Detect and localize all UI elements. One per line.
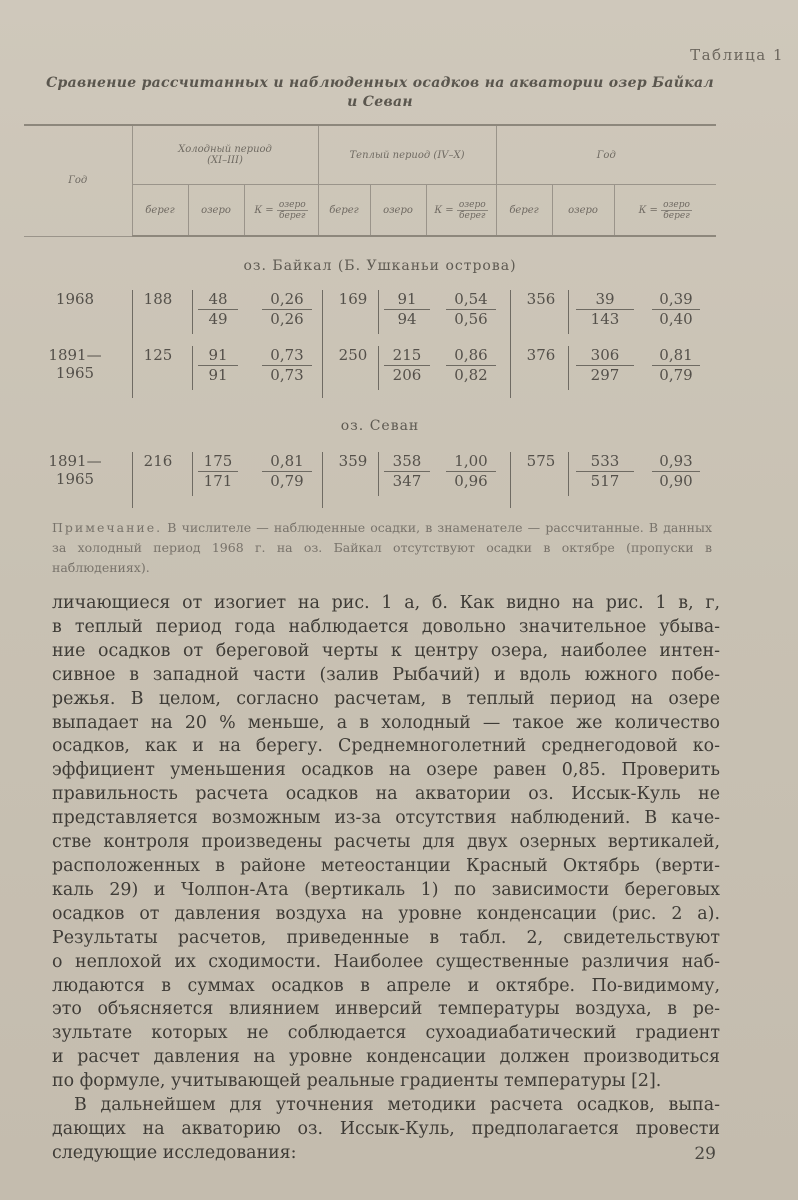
column-rule (322, 452, 323, 508)
text-line: правильность расчета осадков на акватории оз. Иссык-Куль не (52, 784, 720, 805)
warm-k: $\frac{0,54}{0,56}$ (446, 290, 496, 329)
year-ozero: $\frac{306}{297}$ (576, 346, 634, 385)
year-k: $\frac{0,39}{0,40}$ (652, 290, 700, 329)
table-note (52, 518, 712, 578)
column-rule (378, 346, 379, 390)
text-line: осадков, как и на берегу. Среднемноголетний среднегодовой ко- (52, 736, 720, 757)
column-rule (510, 290, 511, 398)
warm-ozero: $\frac{358}{347}$ (384, 452, 430, 491)
cold-bereg: 216 (143, 452, 173, 470)
header-cold-line: (XI–III) (207, 155, 243, 166)
text-line: по формуле, учитывающей реальные градиенты температуры [2]. (52, 1071, 662, 1092)
text-line: каль 29) и Чолпон-Ата (вертикаль 1) по зависимости береговых (52, 879, 720, 900)
text-line: о неплохой их сходимости. Наиболее существенные различия наб- (52, 951, 720, 972)
warm-bereg: 359 (338, 452, 368, 470)
header-k-formula: К = $\frac{\text{озеро}}{\text{берег}}$ (614, 185, 716, 237)
header-ozero: озеро (188, 185, 244, 237)
header-ozero: озеро (370, 185, 426, 237)
text-line: расположенных в районе метеостанции Красный Октябрь (верти- (52, 855, 720, 876)
column-rule (322, 290, 323, 398)
header-bereg: берег (318, 185, 370, 237)
page-number: 29 (694, 1144, 716, 1164)
text-line: Результаты расчетов, приведенные в табл. 2, свидетельствуют (52, 927, 720, 948)
row-year: 1968 (55, 290, 95, 308)
year-k: $\frac{0,81}{0,79}$ (652, 346, 700, 385)
warm-ozero: $\frac{215}{206}$ (384, 346, 430, 385)
table-title-line: и Севан (347, 94, 413, 110)
column-rule (192, 290, 193, 334)
body-text (52, 592, 720, 1166)
year-bereg: 376 (526, 346, 556, 364)
header-ozero: озеро (552, 185, 614, 237)
text-line: это объясняется влиянием инверсий температуры воздуха, в ре- (52, 999, 720, 1020)
header-warm-period: Теплый период (IV–X) (318, 125, 496, 185)
table-title-line: Сравнение рассчитанных и наблюденных осадков на акватории озер Байкал (46, 75, 714, 91)
section-title-sevan: оз. Севан (340, 418, 420, 434)
header-year: Год (24, 125, 132, 236)
text-line: осадков от давления воздуха на уровне конденсации (рис. 2 а). (52, 903, 720, 924)
column-rule (192, 346, 193, 390)
warm-k: $\frac{0,86}{0,82}$ (446, 346, 496, 385)
text-line: выпадает на 20 % меньше, а в холодный — такое же количество (52, 712, 720, 733)
text-line: ние осадков от береговой черты к центру озера, наиболее интен- (52, 640, 720, 661)
year-k: $\frac{0,93}{0,90}$ (652, 452, 700, 491)
column-rule (192, 452, 193, 496)
cold-k: $\frac{0,73}{0,73}$ (262, 346, 312, 385)
column-rule (378, 290, 379, 334)
note-label: Примечание. (52, 520, 163, 535)
year-ozero: $\frac{39}{143}$ (576, 290, 634, 329)
note-text: В числителе — наблюденные осадки, в знаменателе — рассчитанные. В данных за холодный период 1968 г. на оз. Байкал отсутствуют осадки в октябре (пропуски в наблюдениях). (52, 520, 712, 575)
text-line: представляется возможным из-за отсутствия наблюдений. В каче- (52, 808, 720, 829)
column-rule (132, 452, 133, 508)
section-title-baikal: оз. Байкал (Б. Ушканьи острова) (243, 258, 517, 274)
warm-bereg: 250 (338, 346, 368, 364)
column-rule (132, 290, 133, 398)
cold-ozero: $\frac{48}{49}$ (198, 290, 238, 329)
text-line: В дальнейшем для уточнения методики расчета осадков, выпа- (74, 1095, 720, 1116)
text-line: сивное в западной части (залив Рыбачий) и вдоль южного побе- (52, 664, 720, 685)
text-line: личающиеся от изогиет на рис. 1 а, б. Как видно на рис. 1 в, г, (52, 593, 720, 613)
text-line: людаются в суммах осадков в апреле и октябре. По-видимому, (52, 975, 720, 996)
cold-ozero: $\frac{175}{171}$ (198, 452, 238, 491)
year-ozero: $\frac{533}{517}$ (576, 452, 634, 491)
column-rule (568, 346, 569, 390)
text-line: в теплый период года наблюдается довольно значительное убыва- (52, 616, 720, 637)
year-bereg: 575 (526, 452, 556, 470)
text-line: зультате которых не соблюдается сухоадиабатический градиент (52, 1023, 720, 1044)
text-line: эффициент уменьшения осадков на озере равен 0,85. Проверить (52, 760, 720, 781)
header-annual: Год (496, 125, 716, 185)
cold-bereg: 188 (143, 290, 173, 308)
comparison-table-header (24, 124, 716, 237)
cold-k: $\frac{0,26}{0,26}$ (262, 290, 312, 329)
header-cold-line: Холодный период (178, 144, 272, 155)
header-bereg: берег (496, 185, 552, 237)
column-rule (568, 290, 569, 334)
table-title (40, 74, 720, 112)
year-bereg: 356 (526, 290, 556, 308)
header-cold-period (132, 125, 318, 185)
header-bereg: берег (132, 185, 188, 237)
row-year: 1891—1965 (48, 452, 102, 488)
header-k-formula: К = $\frac{\text{озеро}}{\text{берег}}$ (244, 185, 318, 237)
text-line: и расчет давления на уровне конденсации должен производиться (52, 1047, 720, 1068)
header-k-formula: К = $\frac{\text{озеро}}{\text{берег}}$ (426, 185, 496, 237)
cold-ozero: $\frac{91}{91}$ (198, 346, 238, 385)
column-rule (378, 452, 379, 496)
column-rule (510, 452, 511, 508)
column-rule (568, 452, 569, 496)
text-line: следующие исследования: (52, 1142, 297, 1163)
warm-k: $\frac{1,00}{0,96}$ (446, 452, 496, 491)
warm-bereg: 169 (338, 290, 368, 308)
warm-ozero: $\frac{91}{94}$ (384, 290, 430, 329)
text-line: режья. В целом, согласно расчетам, в теплый период на озере (52, 688, 720, 709)
cold-bereg: 125 (143, 346, 173, 364)
text-line: стве контроля произведены расчеты для двух озерных вертикалей, (52, 832, 720, 853)
table-number: Таблица 1 (690, 46, 784, 64)
cold-k: $\frac{0,81}{0,79}$ (262, 452, 312, 491)
row-year: 1891—1965 (48, 346, 102, 382)
text-line: дающих на акваторию оз. Иссык-Куль, предполагается провести (52, 1118, 720, 1139)
